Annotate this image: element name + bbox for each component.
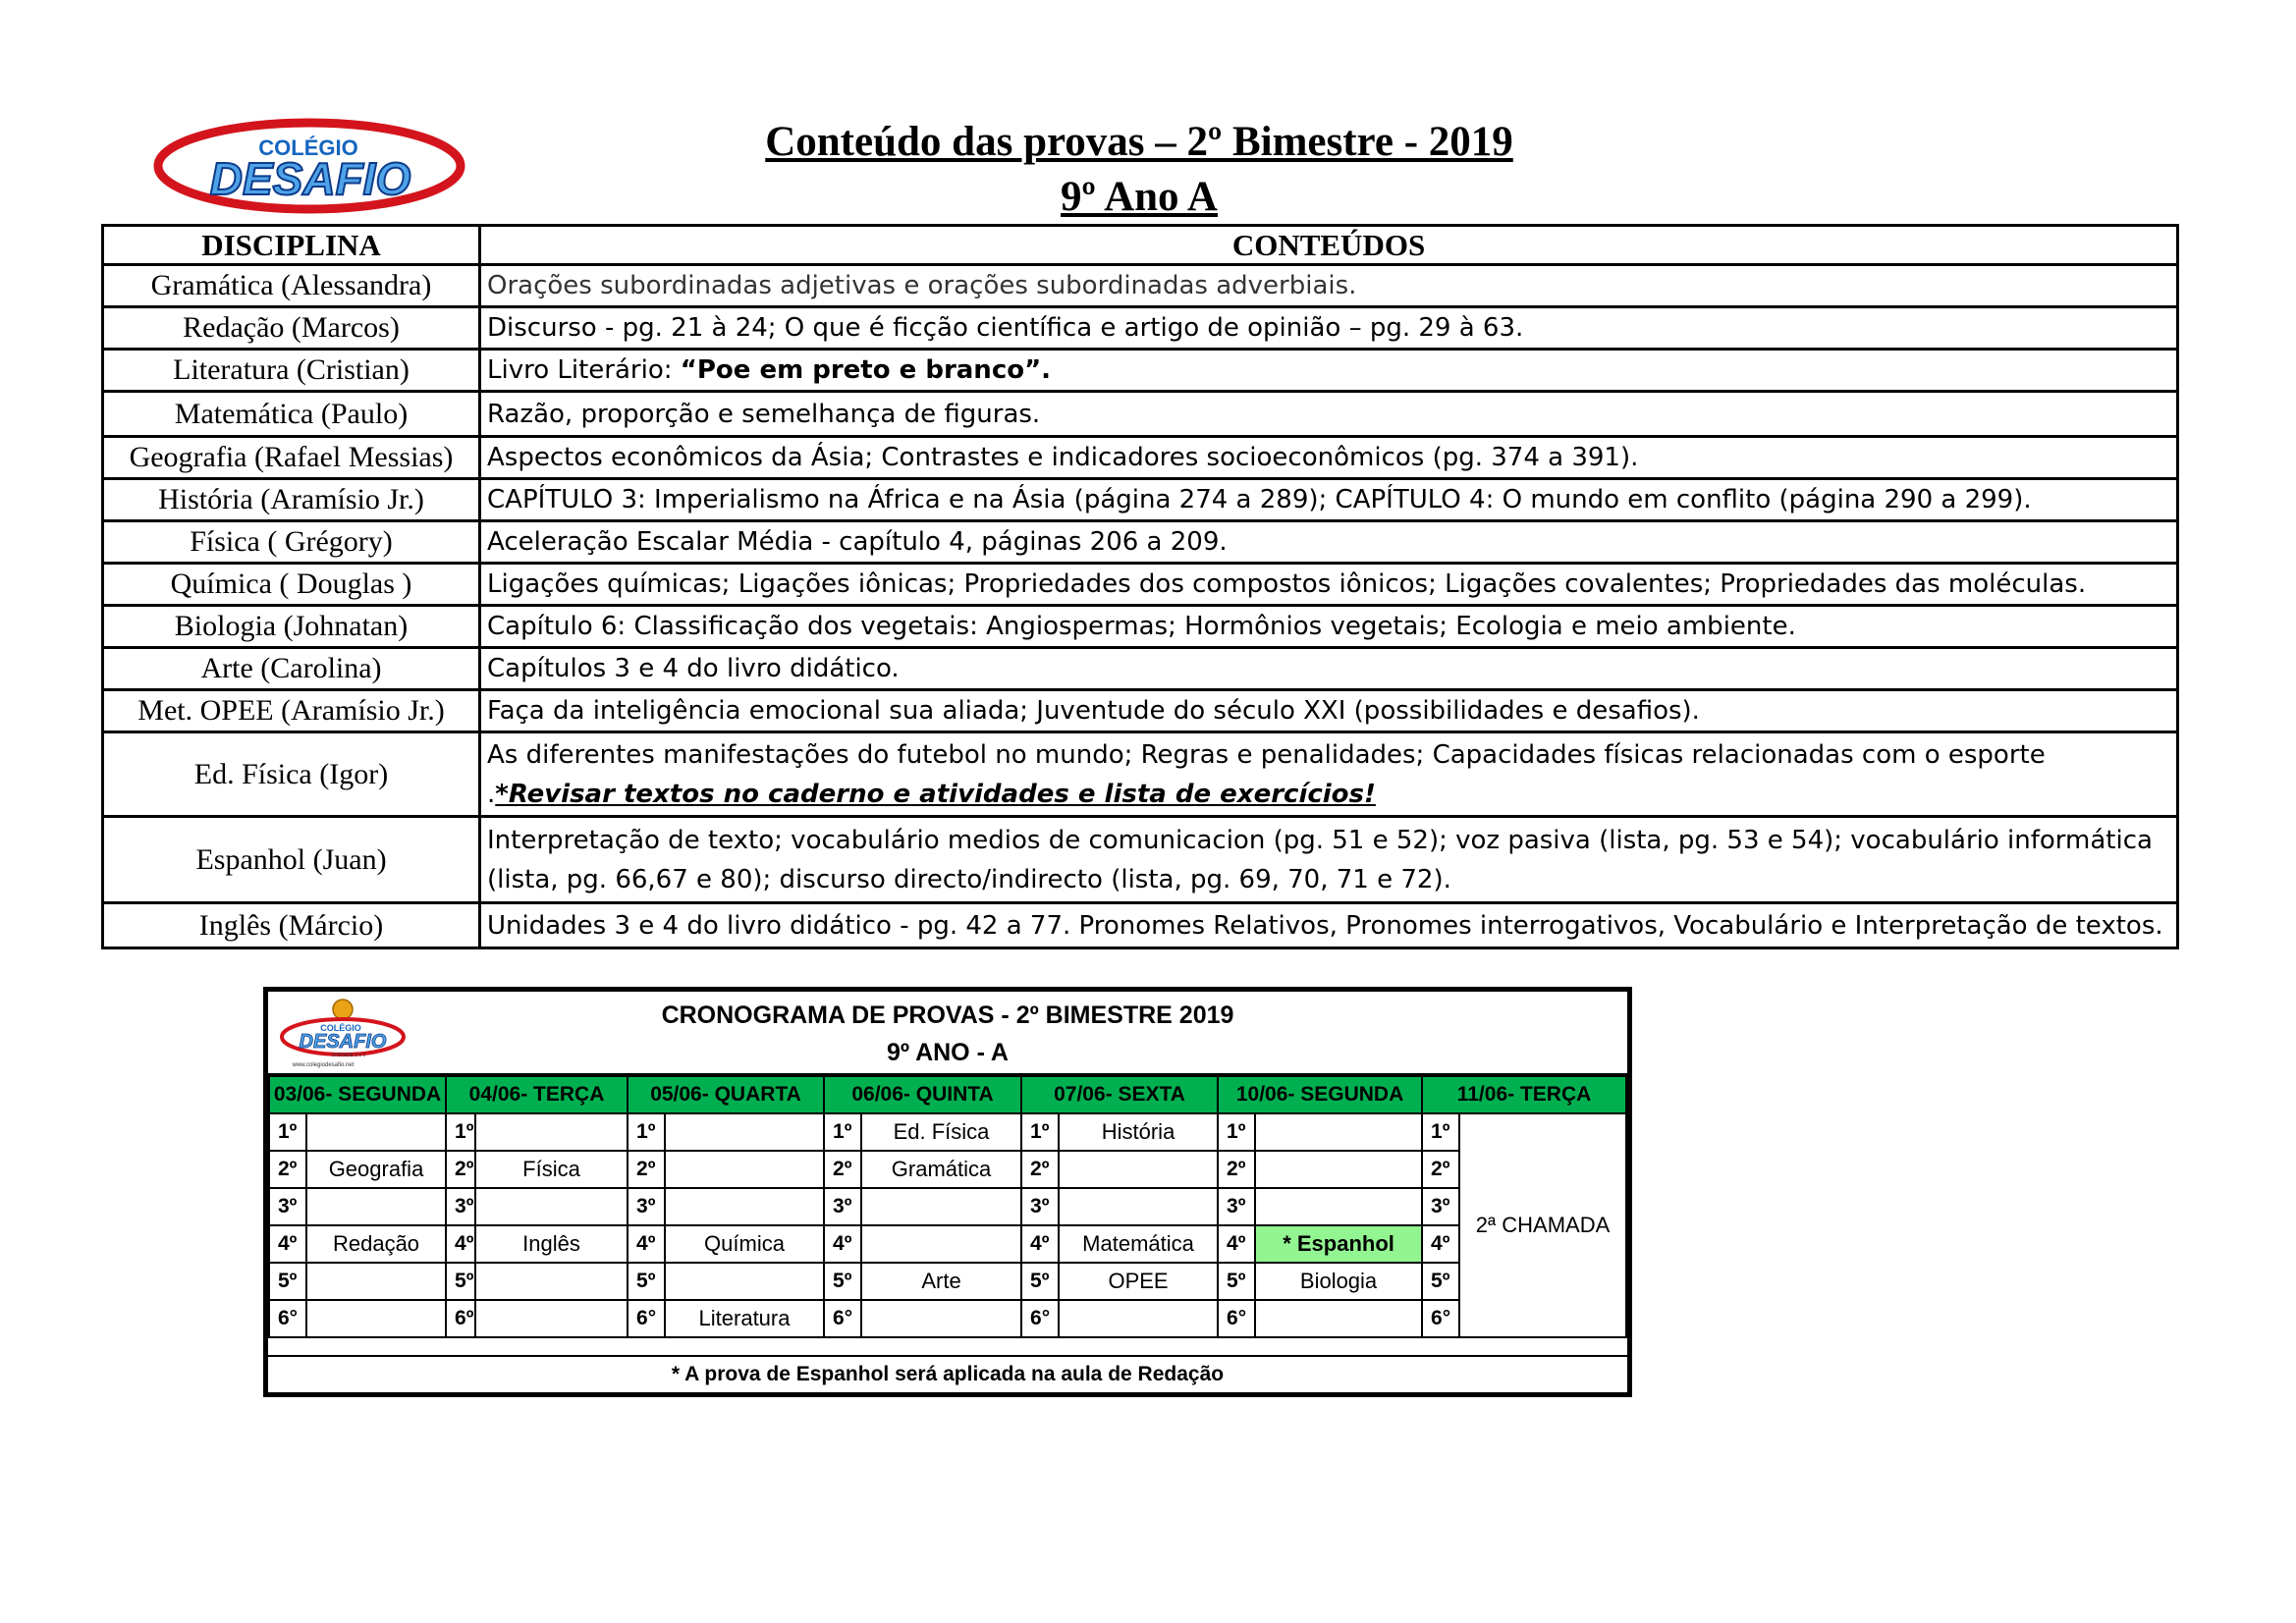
period-number: 3º [1021, 1188, 1059, 1225]
schedule-row [269, 1113, 1626, 1151]
small-logo-sub-text: UNIDADE 1 e 2 [331, 1053, 366, 1058]
period-number: 4º [446, 1225, 475, 1263]
period-number: 5º [824, 1263, 861, 1300]
period-number: 5º [1218, 1263, 1255, 1300]
period-number: 2º [1218, 1151, 1255, 1188]
page-subtitle: 9º Ano A [1061, 174, 1218, 220]
content-cell: Razão, proporção e semelhança de figuras. [480, 392, 2178, 437]
exam-subject [1059, 1151, 1218, 1188]
period-number: 1º [1218, 1113, 1255, 1151]
period-number: 4º [628, 1225, 665, 1263]
discipline-cell: Biologia (Johnatan) [103, 606, 480, 648]
exam-subject: Redação [306, 1225, 446, 1263]
exam-subject: OPEE [1059, 1263, 1218, 1300]
period-number: 2º [269, 1151, 306, 1188]
period-number: 2º [1422, 1151, 1459, 1188]
exam-subject [1255, 1300, 1422, 1337]
discipline-cell: Arte (Carolina) [103, 648, 480, 690]
discipline-cell: Geografia (Rafael Messias) [103, 437, 480, 479]
table-row [103, 690, 2178, 732]
period-number: 6° [1021, 1300, 1059, 1337]
period-number: 1º [824, 1113, 861, 1151]
exam-subject: Geografia [306, 1151, 446, 1188]
table-row [103, 265, 2178, 307]
content-cell: Capítulo 6: Classificação dos vegetais: Angiospermas; Hormônios vegetais; Ecologia e meio ambiente. [480, 606, 2178, 648]
exam-subject [1059, 1188, 1218, 1225]
period-number: 3º [628, 1188, 665, 1225]
exam-subject [1059, 1300, 1218, 1337]
content-cell [480, 350, 2178, 392]
second-call-cell: 2ª CHAMADA [1459, 1113, 1626, 1337]
day-header: 07/06- SEXTA [1021, 1076, 1218, 1113]
exam-subject-highlighted: * Espanhol [1255, 1225, 1422, 1263]
header-discipline: DISCIPLINA [103, 226, 480, 265]
period-number: 2º [446, 1151, 475, 1188]
period-number: 6° [1422, 1300, 1459, 1337]
exam-subject [306, 1113, 446, 1151]
exam-subject [665, 1188, 824, 1225]
day-header: 05/06- QUARTA [628, 1076, 824, 1113]
period-number: 3º [1218, 1188, 1255, 1225]
schedule-row [269, 1263, 1626, 1300]
content-cell: CAPÍTULO 3: Imperialismo na África e na Ásia (página 274 a 289); CAPÍTULO 4: O mundo em conflito (página 290 a 299). [480, 479, 2178, 521]
discipline-cell: Redação (Marcos) [103, 307, 480, 350]
exam-subject [306, 1188, 446, 1225]
table-row [103, 903, 2178, 948]
logo-main-text: DESAFIO [209, 153, 411, 204]
period-number: 3º [269, 1188, 306, 1225]
content-cell [480, 732, 2178, 817]
page-title: Conteúdo das provas – 2º Bimestre - 2019 [765, 119, 1513, 165]
period-number: 3º [446, 1188, 475, 1225]
exam-subject: História [1059, 1113, 1218, 1151]
table-row [103, 437, 2178, 479]
content-prefix: Livro Literário: [487, 355, 681, 385]
small-logo-top-text: COLÉGIO [320, 1023, 361, 1033]
exam-subject [475, 1113, 628, 1151]
exam-subject [1255, 1151, 1422, 1188]
schedule-grid [268, 1075, 1627, 1338]
exam-subject: Biologia [1255, 1263, 1422, 1300]
content-cell: Aspectos econômicos da Ásia; Contrastes e indicadores socioeconômicos (pg. 374 a 391). [480, 437, 2178, 479]
exam-subject: Arte [861, 1263, 1021, 1300]
schedule-subtitle: 9º ANO - A [887, 1039, 1009, 1066]
period-number: 5º [1021, 1263, 1059, 1300]
content-cell: Discurso - pg. 21 à 24; O que é ficção científica e artigo de opinião – pg. 29 à 63. [480, 307, 2178, 350]
header-contents: CONTEÚDOS [480, 226, 2178, 265]
small-logo-url-text: www.colegiodesafio.net [292, 1062, 355, 1068]
content-cell: Unidades 3 e 4 do livro didático - pg. 42 a 77. Pronomes Relativos, Pronomes interrogativos, Vocabulário e Interpretação de textos. [480, 903, 2178, 948]
period-number: 3º [824, 1188, 861, 1225]
contents-table [101, 224, 2179, 949]
schedule-footnote: * A prova de Espanhol será aplicada na aula de Redação [268, 1355, 1627, 1392]
period-number: 4º [1218, 1225, 1255, 1263]
period-number: 2º [628, 1151, 665, 1188]
period-number: 1º [269, 1113, 306, 1151]
day-header-row [269, 1076, 1626, 1113]
exam-subject: Física [475, 1151, 628, 1188]
table-row [103, 817, 2178, 903]
book-title: “Poe em preto e branco”. [680, 355, 1052, 385]
exam-subject: Ed. Física [861, 1113, 1021, 1151]
discipline-cell: História (Aramísio Jr.) [103, 479, 480, 521]
period-number: 1º [628, 1113, 665, 1151]
contents-header-row [103, 226, 2178, 265]
content-cell: Capítulos 3 e 4 do livro didático. [480, 648, 2178, 690]
discipline-cell: Literatura (Cristian) [103, 350, 480, 392]
period-number: 6° [1218, 1300, 1255, 1337]
table-row [103, 479, 2178, 521]
period-number: 5º [1422, 1263, 1459, 1300]
content-cell: Orações subordinadas adjetivas e orações subordinadas adverbiais. [480, 265, 2178, 307]
period-number: 4º [824, 1225, 861, 1263]
schedule-title: CRONOGRAMA DE PROVAS - 2º BIMESTRE 2019 [661, 1001, 1234, 1029]
content-cell: Ligações químicas; Ligações iônicas; Propriedades dos compostos iônicos; Ligações covalentes; Propriedades das moléculas. [480, 564, 2178, 606]
table-row [103, 606, 2178, 648]
exam-subject [861, 1225, 1021, 1263]
exam-subject: Literatura [665, 1300, 824, 1337]
table-row [103, 350, 2178, 392]
day-header: 10/06- SEGUNDA [1218, 1076, 1422, 1113]
review-note: *Revisar textos no caderno e atividades e lista de exercícios! [495, 779, 1376, 809]
content-cell: Interpretação de texto; vocabulário medios de comunicacion (pg. 51 e 52); voz pasiva (lista, pg. 53 e 54); vocabulário informática (lista, pg. 66,67 e 80); discurso directo/indirecto (lista, pg. 69, 70, 71 e 72). [480, 817, 2178, 903]
discipline-cell: Inglês (Márcio) [103, 903, 480, 948]
exam-subject [1255, 1113, 1422, 1151]
period-number: 5º [446, 1263, 475, 1300]
exam-subject [665, 1113, 824, 1151]
exam-subject [306, 1263, 446, 1300]
exam-subject [665, 1263, 824, 1300]
table-row [103, 564, 2178, 606]
period-number: 1º [1021, 1113, 1059, 1151]
content-cell: Faça da inteligência emocional sua aliada; Juventude do século XXI (possibilidades e desafios). [480, 690, 2178, 732]
period-number: 2º [824, 1151, 861, 1188]
period-number: 4º [1422, 1225, 1459, 1263]
period-number: 3º [1422, 1188, 1459, 1225]
discipline-cell: Ed. Física (Igor) [103, 732, 480, 817]
period-number: 4º [269, 1225, 306, 1263]
table-row [103, 307, 2178, 350]
period-number: 6° [269, 1300, 306, 1337]
exam-subject [861, 1300, 1021, 1337]
exam-subject: Química [665, 1225, 824, 1263]
exam-subject [665, 1151, 824, 1188]
period-number: 6º [446, 1300, 475, 1337]
discipline-cell: Química ( Douglas ) [103, 564, 480, 606]
exam-subject [475, 1188, 628, 1225]
table-row [103, 648, 2178, 690]
exam-subject: Gramática [861, 1151, 1021, 1188]
schedule-row [269, 1300, 1626, 1337]
period-number: 5º [628, 1263, 665, 1300]
period-number: 6° [824, 1300, 861, 1337]
day-header: 11/06- TERÇA [1422, 1076, 1626, 1113]
exam-subject [1255, 1188, 1422, 1225]
exam-schedule [263, 987, 1632, 1397]
schedule-row [269, 1188, 1626, 1225]
period-number: 5º [269, 1263, 306, 1300]
small-logo-main-text: DESAFIO [299, 1031, 387, 1053]
period-number: 6° [628, 1300, 665, 1337]
exam-subject [475, 1300, 628, 1337]
logo-top-text: COLÉGIO [258, 135, 358, 160]
day-header: 03/06- SEGUNDA [269, 1076, 446, 1113]
period-number: 1º [446, 1113, 475, 1151]
period-number: 1º [1422, 1113, 1459, 1151]
period-number: 4º [1021, 1225, 1059, 1263]
exam-subject [306, 1300, 446, 1337]
exam-subject [475, 1263, 628, 1300]
discipline-cell: Met. OPEE (Aramísio Jr.) [103, 690, 480, 732]
discipline-cell: Gramática (Alessandra) [103, 265, 480, 307]
schedule-row [269, 1151, 1626, 1188]
table-row [103, 521, 2178, 564]
content-cell: Aceleração Escalar Média - capítulo 4, páginas 206 a 209. [480, 521, 2178, 564]
schedule-header [268, 992, 1627, 1075]
table-row [103, 392, 2178, 437]
schedule-row [269, 1225, 1626, 1263]
exam-subject: Matemática [1059, 1225, 1218, 1263]
table-row [103, 732, 2178, 817]
discipline-cell: Espanhol (Juan) [103, 817, 480, 903]
exam-subject: Inglês [475, 1225, 628, 1263]
day-header: 04/06- TERÇA [446, 1076, 628, 1113]
period-number: 2º [1021, 1151, 1059, 1188]
day-header: 06/06- QUINTA [824, 1076, 1021, 1113]
discipline-cell: Matemática (Paulo) [103, 392, 480, 437]
discipline-cell: Física ( Grégory) [103, 521, 480, 564]
exam-subject [861, 1188, 1021, 1225]
content-prefix: As diferentes manifestações do futebol no mundo; Regras e penalidades; Capacidades físicas relacionadas com o esporte . [487, 739, 2046, 809]
